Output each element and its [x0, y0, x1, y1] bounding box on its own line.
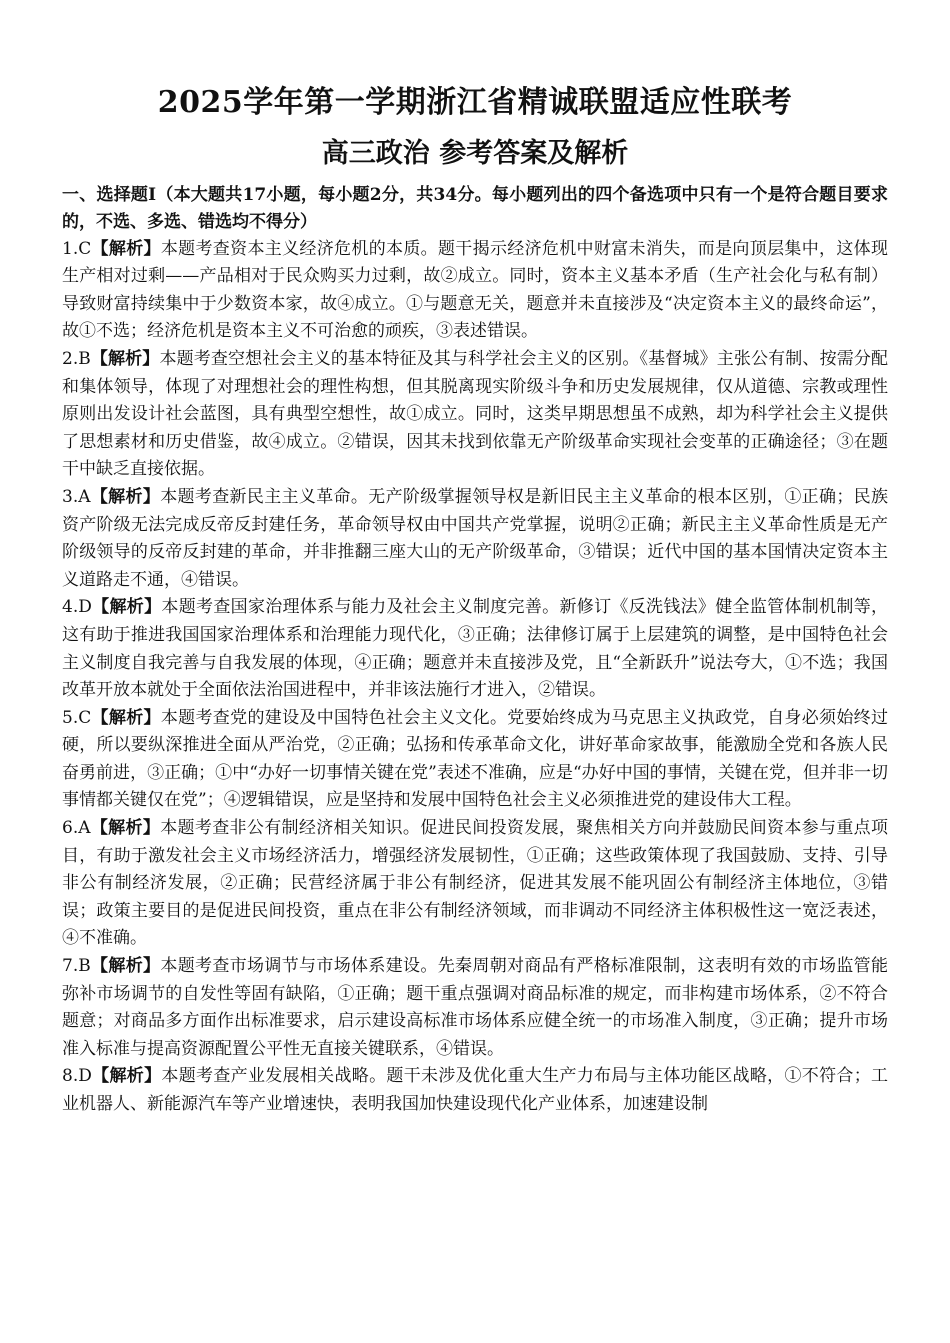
analysis-tag: 【解析】 [91, 238, 161, 259]
answer-text: 本题考查市场调节与市场体系建设。先秦周朝对商品有严格标准限制，这表明有效的市场监管能弥补市场调节的自发性等固有缺陷，①正确；题干重点强调对商品标准的规定，而非构建市场体系，②不符合题意；对商品多方面作出标准要求，启示建设高标准市场体系应健全统一的市场准入制度，③正确；提升市场准入标准与提高资源配置公平性无直接关键联系，④错误。 [62, 956, 889, 1059]
answer-number: 2.B [62, 348, 91, 369]
section-header: 一、选择题Ⅰ（本大题共17小题，每小题2分，共34分。每小题列出的四个备选项中只有一个是符合题目要求的，不选、多选、错选均不得分） [62, 185, 888, 232]
answer-item [62, 236, 888, 346]
answer-number: 7.B [62, 956, 91, 977]
answer-number: 3.A [62, 486, 91, 507]
answer-item [62, 815, 888, 953]
document-page [62, 80, 888, 1119]
answer-number: 8.D [62, 1066, 92, 1087]
analysis-tag: 【解析】 [90, 956, 161, 977]
document-subtitle: 高三政治 参考答案及解析 [321, 138, 629, 169]
analysis-tag: 【解析】 [91, 1066, 162, 1087]
answer-item [62, 705, 888, 815]
answer-item [62, 1063, 888, 1118]
answer-number: 6.A [62, 818, 91, 839]
answer-text: 本题考查党的建设及中国特色社会主义文化。党要始终成为马克思主义执政党，自身必须始终过硬，所以要纵深推进全面从严治党，②正确；弘扬和传承革命文化，讲好革命家故事，能激励全党和各族人民奋勇前进，③正确；①中“办好一切事情关键在党”表述不准确，应是“办好中国的事情，关键在党，但并非一切事情都关键仅在党”；④逻辑错误，应是坚持和发展中国特色社会主义必须推进党的建设伟大工程。 [62, 707, 889, 811]
answer-text: 本题考查非公有制经济相关知识。促进民间投资发展，聚焦相关方向并鼓励民间资本参与重点项目，有助于激发社会主义市场经济活力，增强经济发展韧性，①正确；这些政策体现了我国鼓励、支持、引导非公有制经济发展，②正确；民营经济属于非公有制经济，促进其发展不能巩固公有制经济主体地位，③错误；政策主要目的是促进民间投资，重点在非公有制经济领域，而非调动不同经济主体积极性这一宽泛表述，④不准确。 [62, 818, 889, 949]
answer-number: 1.C [62, 238, 92, 259]
analysis-tag: 【解析】 [90, 348, 160, 369]
answer-text: 本题考查新民主主义革命。无产阶级掌握领导权是新旧民主主义革命的根本区别，①正确；民族资产阶级无法完成反帝反封建任务，革命领导权由中国共产党掌握，说明②正确；新民主主义革命性质是无产阶级领导的反帝反封建的革命，并非推翻三座大山的无产阶级革命，③错误；近代中国的基本国情决定资本主义道路走不通，④错误。 [62, 486, 889, 590]
analysis-tag: 【解析】 [90, 486, 161, 507]
answer-text: 本题考查空想社会主义的基本特征及其与科学社会主义的区别。《基督城》主张公有制、按需分配和集体领导，体现了对理想社会的理性构想，但其脱离现实阶级斗争和历史发展规律，仅从道德、宗教或理性原则出发设计社会蓝图，具有典型空想性，故①成立。同时，这类早期思想虽不成熟，却为科学社会主义提供了思想素材和历史借鉴，故④成立。②错误，因其未找到依靠无产阶级革命实现社会变革的正确途径；③在题干中缺乏直接依据。 [62, 348, 889, 480]
analysis-tag: 【解析】 [90, 818, 161, 839]
analysis-tag: 【解析】 [91, 707, 161, 728]
answer-item [62, 953, 888, 1063]
answer-text: 本题考查资本主义经济危机的本质。题干揭示经济危机中财富未消失，而是向顶层集中，这体现生产相对过剩——产品相对于民众购买力过剩，故②成立。同时，资本主义基本矛盾（生产社会化与私有制）导致财富持续集中于少数资本家，故④成立。①与题意无关，题意并未直接涉及“决定资本主义的最终命运”，故①不选；经济危机是资本主义不可治愈的顽疾，③表述错误。 [62, 238, 889, 342]
answer-item [62, 594, 888, 704]
answer-text: 本题考查产业发展相关战略。题干未涉及优化重大生产力布局与主体功能区战略，①不符合；工业机器人、新能源汽车等产业增速快，表明我国加快建设现代化产业体系，加速建设制 [62, 1066, 889, 1114]
answer-text: 本题考查国家治理体系与能力及社会主义制度完善。新修订《反洗钱法》健全监管体制机制等，这有助于推进我国国家治理体系和治理能力现代化，③正确；法律修订属于上层建筑的调整，是中国特色社会主义制度自我完善与自我发展的体现，④正确；题意并未直接涉及党，且“全新跃升”说法夸大，①不选；我国改革开放本就处于全面依法治国进程中，并非该法施行才进入，②错误。 [62, 597, 889, 701]
answer-number: 4.D [62, 597, 92, 618]
document-title: 2025学年第一学期浙江省精诚联盟适应性联考 [157, 85, 793, 120]
answer-item [62, 484, 888, 594]
answer-item [62, 346, 888, 484]
answer-number: 5.C [62, 707, 92, 728]
analysis-tag: 【解析】 [91, 597, 162, 618]
